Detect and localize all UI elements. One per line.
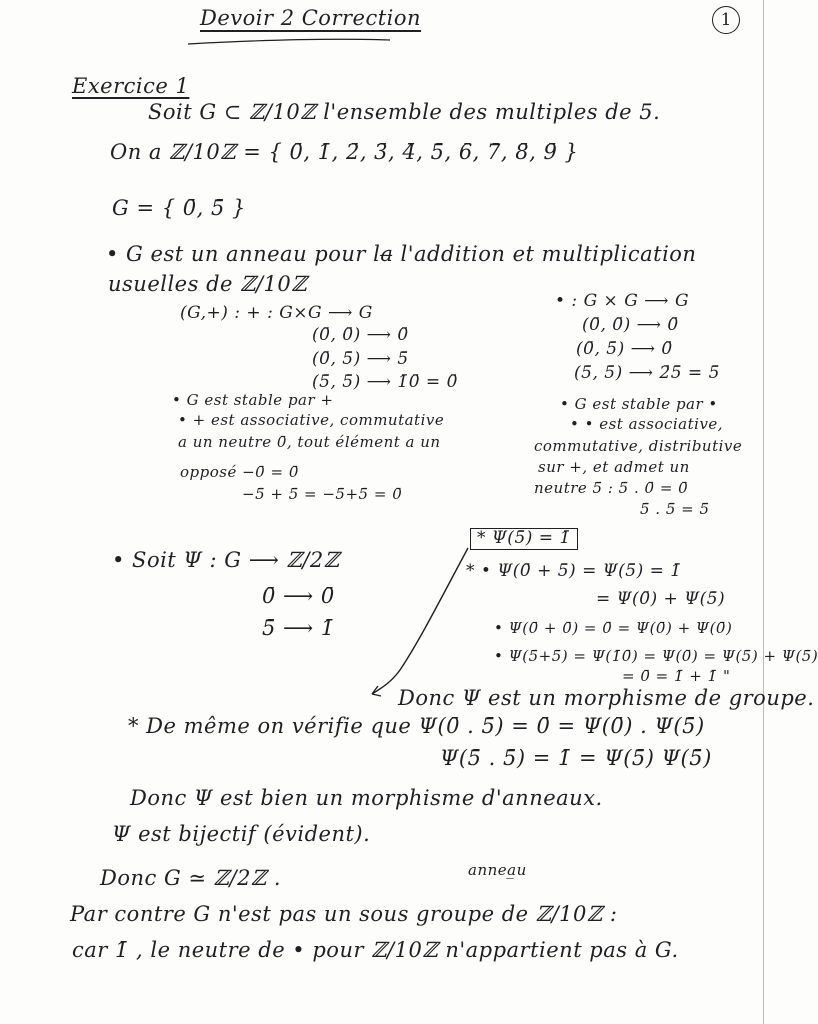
line-usuelles: usuelles de ℤ/10ℤ bbox=[108, 272, 308, 296]
exercise-title: Exercice 1 bbox=[72, 74, 190, 98]
morphisme-groupe: Donc Ψ est un morphisme de groupe. bbox=[398, 686, 815, 710]
phi-definition: • Soit Ψ : G ⟶ ℤ/2ℤ bbox=[112, 548, 340, 572]
line-definition: Soit G ⊂ ℤ/10ℤ l'ensemble des multiples de 5. bbox=[148, 100, 661, 124]
multiplication-prop-6: 5̄ . 5̄ = 5̄ bbox=[640, 500, 710, 518]
multiplication-row-1: (0̄, 0̄) ⟶ 0̄ bbox=[582, 315, 679, 335]
multiplication-prop-1: • G est stable par • bbox=[560, 395, 718, 413]
multiplication-head: • : G × G ⟶ G bbox=[555, 291, 690, 311]
de-meme-line-2: Ψ(5̄ . 5̄) = 1̄ = Ψ(5̄) Ψ(5̄) bbox=[440, 746, 712, 770]
hom-line-1b: = Ψ(0̄) + Ψ(5̄) bbox=[596, 589, 726, 609]
addition-prop-3: a un neutre 0̄, tout élément a un bbox=[178, 433, 441, 451]
hom-line-3b: = 0̄ = 1̄ + 1̄ " bbox=[622, 667, 731, 685]
multiplication-prop-3: commutative, distributive bbox=[534, 437, 743, 455]
addition-prop-1: • G est stable par + bbox=[172, 391, 334, 409]
hom-line-2: • Ψ(0̄ + 0̄) = 0̄ = Ψ(0̄) + Ψ(0̄) bbox=[494, 619, 733, 637]
car-line: car 1̄ , le neutre de • pour ℤ/10ℤ n'appartient pas à G. bbox=[72, 938, 679, 962]
hom-line-3: • Ψ(5̄+5̄) = Ψ(1̄0̄) = Ψ(0̄) = Ψ(5̄) + Ψ(5̄) bbox=[494, 647, 818, 665]
addition-row-3: (5̄, 5̄) ⟶ 1̄0̄ = 0̄ bbox=[312, 372, 458, 392]
line-z10z: On a ℤ/10ℤ = { 0̄, 1̄, 2̄, 3̄, 4̄, 5̄, 6̄, 7̄, 8̄, 9̄ } bbox=[110, 140, 579, 164]
page-edge-line bbox=[763, 0, 764, 1024]
boxed-phi-five: * Ψ(5̄) = 1̄ bbox=[470, 528, 578, 550]
line-g-set: G = { 0̄, 5̄ } bbox=[112, 196, 246, 220]
page-number: 1 bbox=[712, 6, 740, 34]
de-meme-line-1: * De même on vérifie que Ψ(0̄ . 5̄) = 0̄ = Ψ(0̄) . Ψ(5̄) bbox=[128, 714, 705, 738]
multiplication-row-3: (5̄, 5̄) ⟶ 2̄5̄ = 5̄ bbox=[574, 363, 720, 383]
phi-map-five: 5̄ ⟶ 1̄ bbox=[262, 616, 335, 640]
addition-prop-4: opposé −0̄ = 0̄ bbox=[180, 463, 299, 481]
addition-prop-2: • + est associative, commutative bbox=[178, 411, 445, 429]
multiplication-prop-4: sur +, et admet un bbox=[538, 458, 690, 476]
page-title: Devoir 2 Correction bbox=[200, 6, 422, 30]
multiplication-prop-2: • • est associative, bbox=[570, 415, 724, 433]
addition-row-1: (0̄, 0̄) ⟶ 0̄ bbox=[312, 325, 409, 345]
multiplication-row-2: (0̄, 5̄) ⟶ 0̄ bbox=[576, 339, 673, 359]
line-anneau: • G est un anneau pour la̶ l'addition et multiplication bbox=[106, 242, 697, 266]
addition-prop-5: −5̄ + 5̄ = −5̄+5̄ = 0̄ bbox=[242, 485, 403, 503]
conclusion-bijectif: Ψ est bijectif (évident). bbox=[112, 822, 371, 846]
conclusion-anneaux: Donc Ψ est bien un morphisme d'anneaux. bbox=[130, 786, 603, 810]
multiplication-prop-5: neutre 5̄ : 5̄ . 0̄ = 0̄ bbox=[534, 479, 689, 497]
hom-line-1: * • Ψ(0̄ + 5̄) = Ψ(5̄) = 1̄ bbox=[466, 561, 682, 581]
addition-head: (G,+) : + : G×G ⟶ G bbox=[180, 303, 373, 323]
par-contre-line: Par contre G n'est pas un sous groupe de ℤ/10ℤ : bbox=[70, 902, 618, 926]
addition-row-2: (0̄, 5̄) ⟶ 5̄ bbox=[312, 349, 409, 369]
phi-map-zero: 0̄ ⟶ 0̄ bbox=[262, 584, 335, 608]
conclusion-isomorphe: Donc G ≃ ℤ/2ℤ . bbox=[100, 866, 282, 890]
annotation-anneau: annea̲u bbox=[468, 861, 527, 879]
